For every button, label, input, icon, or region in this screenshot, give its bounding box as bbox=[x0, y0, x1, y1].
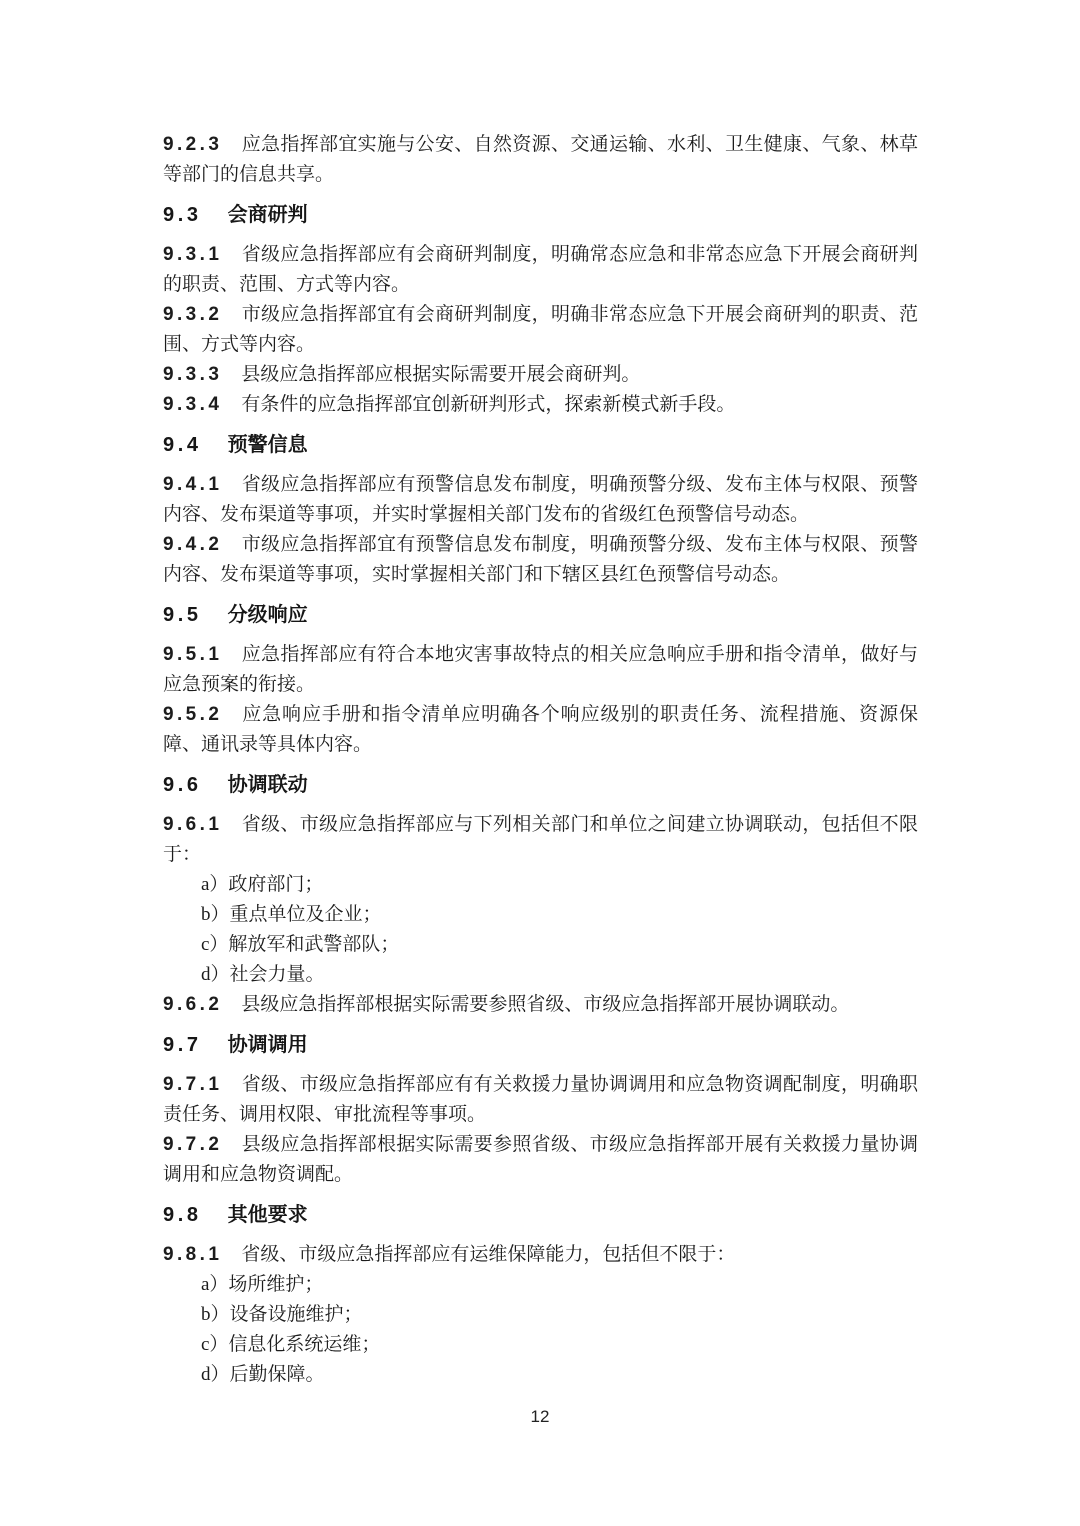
clause-paragraph bbox=[163, 1070, 918, 1130]
clause-text: 有条件的应急指挥部宜创新研判形式，探索新模式新手段。 bbox=[241, 394, 736, 415]
clause-text: 应急响应手册和指令清单应明确各个响应级别的职责任务、流程措施、资源保障、通讯录等具体内容。 bbox=[163, 704, 918, 755]
clause-number: 9.6.2 bbox=[163, 994, 223, 1015]
section-heading-title: 协调联动 bbox=[227, 774, 308, 796]
list-item: c）信息化系统运维； bbox=[201, 1334, 381, 1355]
clause-paragraph bbox=[163, 360, 918, 390]
clause-number: 9.7.1 bbox=[163, 1074, 223, 1095]
clause-text: 省级应急指挥部应有预警信息发布制度，明确预警分级、发布主体与权限、预警内容、发布渠道等事项，并实时掌握相关部门发布的省级红色预警信号动态。 bbox=[163, 474, 918, 525]
clause-text: 省级、市级应急指挥部应有运维保障能力，包括但不限于： bbox=[241, 1244, 736, 1265]
clause-text: 省级、市级应急指挥部应有有关救援力量协调调用和应急物资调配制度，明确职责任务、调用权限、审批流程等事项。 bbox=[163, 1074, 918, 1125]
clause-paragraph bbox=[163, 130, 918, 190]
clause-text: 应急指挥部应有符合本地灾害事故特点的相关应急响应手册和指令清单，做好与应急预案的衔接。 bbox=[163, 644, 918, 695]
section-heading-title: 预警信息 bbox=[227, 434, 308, 456]
document-body bbox=[163, 130, 918, 1390]
clause-number: 9.3.3 bbox=[163, 364, 223, 385]
clause-number: 9.3.4 bbox=[163, 394, 223, 415]
list-item: a）场所维护； bbox=[201, 1274, 324, 1295]
list-item: a）政府部门； bbox=[201, 874, 324, 895]
section-heading-number: 9.3 bbox=[163, 204, 202, 226]
clause-paragraph bbox=[163, 240, 918, 300]
clause-paragraph bbox=[163, 1130, 918, 1190]
clause-number: 9.4.1 bbox=[163, 474, 223, 495]
section-heading bbox=[163, 1030, 918, 1060]
clause-number: 9.8.1 bbox=[163, 1244, 223, 1265]
clause-number: 9.6.1 bbox=[163, 814, 223, 835]
clause-text: 省级、市级应急指挥部应与下列相关部门和单位之间建立协调联动，包括但不限于： bbox=[163, 814, 918, 865]
clause-number: 9.5.1 bbox=[163, 644, 223, 665]
clause-text: 市级应急指挥部宜有会商研判制度，明确非常态应急下开展会商研判的职责、范围、方式等内容。 bbox=[163, 304, 918, 355]
clause-paragraph bbox=[163, 810, 918, 870]
list-item: d）后勤保障。 bbox=[201, 1364, 325, 1385]
section-heading bbox=[163, 1200, 918, 1230]
list-item: c）解放军和武警部队； bbox=[201, 934, 400, 955]
clause-text: 县级应急指挥部根据实际需要参照省级、市级应急指挥部开展有关救援力量协调调用和应急物资调配。 bbox=[163, 1134, 918, 1185]
clause-paragraph bbox=[163, 390, 918, 420]
clause-number: 9.3.1 bbox=[163, 244, 223, 265]
clause-number: 9.5.2 bbox=[163, 704, 223, 725]
clause-text: 县级应急指挥部应根据实际需要开展会商研判。 bbox=[241, 364, 641, 385]
section-heading-title: 协调调用 bbox=[227, 1034, 308, 1056]
clause-number: 9.4.2 bbox=[163, 534, 223, 555]
section-heading-title: 分级响应 bbox=[227, 604, 308, 626]
clause-text: 县级应急指挥部根据实际需要参照省级、市级应急指挥部开展协调联动。 bbox=[241, 994, 850, 1015]
section-heading bbox=[163, 430, 918, 460]
clause-paragraph bbox=[163, 530, 918, 590]
clause-text: 市级应急指挥部宜有预警信息发布制度，明确预警分级、发布主体与权限、预警内容、发布渠道等事项，实时掌握相关部门和下辖区县红色预警信号动态。 bbox=[163, 534, 918, 585]
clause-paragraph bbox=[163, 700, 918, 760]
clause-number: 9.7.2 bbox=[163, 1134, 223, 1155]
clause-paragraph bbox=[163, 1240, 918, 1270]
list-item: b）设备设施维护； bbox=[201, 1304, 363, 1325]
section-heading-title: 其他要求 bbox=[227, 1204, 308, 1226]
section-heading-number: 9.4 bbox=[163, 434, 202, 456]
clause-text: 省级应急指挥部应有会商研判制度，明确常态应急和非常态应急下开展会商研判的职责、范围、方式等内容。 bbox=[163, 244, 918, 295]
section-heading-number: 9.5 bbox=[163, 604, 202, 626]
section-heading-number: 9.6 bbox=[163, 774, 202, 796]
clause-number: 9.3.2 bbox=[163, 304, 223, 325]
clause-paragraph bbox=[163, 990, 918, 1020]
clause-paragraph bbox=[163, 640, 918, 700]
section-heading bbox=[163, 770, 918, 800]
list-item: d）社会力量。 bbox=[201, 964, 325, 985]
clause-paragraph bbox=[163, 300, 918, 360]
section-heading-number: 9.8 bbox=[163, 1204, 202, 1226]
section-heading-title: 会商研判 bbox=[227, 204, 308, 226]
clause-number: 9.2.3 bbox=[163, 134, 223, 155]
section-heading-number: 9.7 bbox=[163, 1034, 202, 1056]
list-item: b）重点单位及企业； bbox=[201, 904, 382, 925]
section-heading bbox=[163, 200, 918, 230]
clause-paragraph bbox=[163, 470, 918, 530]
clause-text: 应急指挥部宜实施与公安、自然资源、交通运输、水利、卫生健康、气象、林草等部门的信息共享。 bbox=[163, 134, 918, 185]
section-heading bbox=[163, 600, 918, 630]
page-number: 12 bbox=[530, 1407, 550, 1426]
